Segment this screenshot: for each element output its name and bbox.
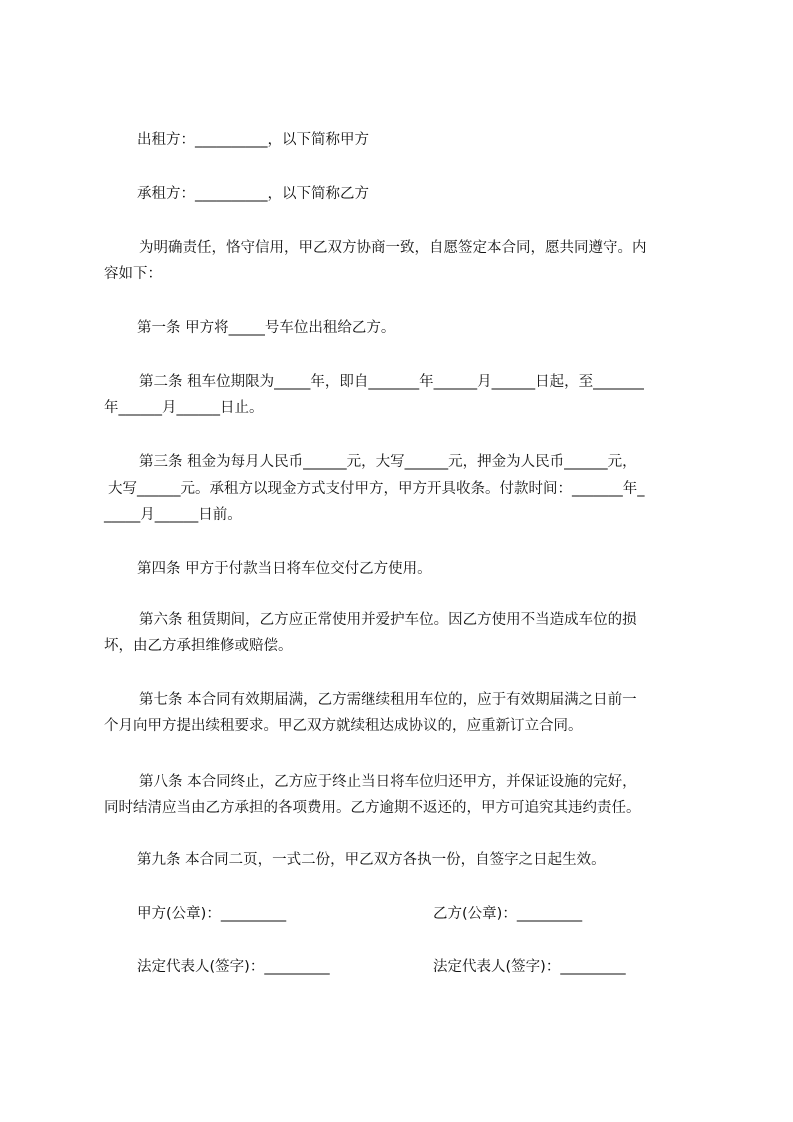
- article-2-line-2: 年______月______日止。: [104, 400, 264, 416]
- article-8-line-2: 同时结清应当由乙方承担的各项费用。乙方逾期不返还的，甲方可追究其违约责任。: [104, 800, 641, 816]
- party-b-seal: 乙方(公章)：_________: [433, 906, 583, 922]
- article-9: 第九条 本合同二页，一式二份，甲乙双方各执一份，自签字之日起生效。: [137, 852, 606, 868]
- article-7-line-2: 个月向甲方提出续租要求。甲乙双方就续租达成协议的，应重新订立合同。: [104, 718, 583, 734]
- article-7-line-1: 第七条 本合同有效期届满，乙方需继续租用车位的，应于有效期届满之日前一: [139, 692, 637, 708]
- lessor-line: 出租方：__________，以下简称甲方: [137, 132, 369, 148]
- article-3-line-2: 大写______元。承租方以现金方式支付甲方，甲方开具收条。付款时间：_______年_: [108, 481, 645, 497]
- preamble-line-1: 为明确责任，恪守信用，甲乙双方协商一致，自愿签定本合同，愿共同遵守。内: [139, 240, 647, 256]
- article-4: 第四条 甲方于付款当日将车位交付乙方使用。: [137, 561, 432, 577]
- article-3-line-1: 第三条 租金为每月人民币______元，大写______元，押金为人民币______元，: [139, 454, 637, 470]
- article-6-line-2: 坏，由乙方承担维修或赔偿。: [104, 638, 293, 654]
- lessee-line: 承租方：__________，以下简称乙方: [137, 186, 369, 202]
- article-6-line-1: 第六条 租赁期间，乙方应正常使用并爱护车位。因乙方使用不当造成车位的损: [139, 612, 637, 628]
- article-8-line-1: 第八条 本合同终止，乙方应于终止当日将车位归还甲方，并保证设施的完好，: [139, 774, 637, 790]
- article-2-line-1: 第二条 租车位期限为_____年，即自_______年______月______日起，至_______: [139, 374, 644, 390]
- article-3-line-3: _____月______日前。: [104, 507, 242, 523]
- party-a-representative: 法定代表人(签字)：_________: [137, 959, 330, 975]
- preamble-line-2: 容如下：: [104, 266, 162, 282]
- article-1: 第一条 甲方将_____号车位出租给乙方。: [137, 320, 396, 336]
- party-a-seal: 甲方(公章)：_________: [137, 906, 287, 922]
- party-b-representative: 法定代表人(签字)：_________: [433, 959, 626, 975]
